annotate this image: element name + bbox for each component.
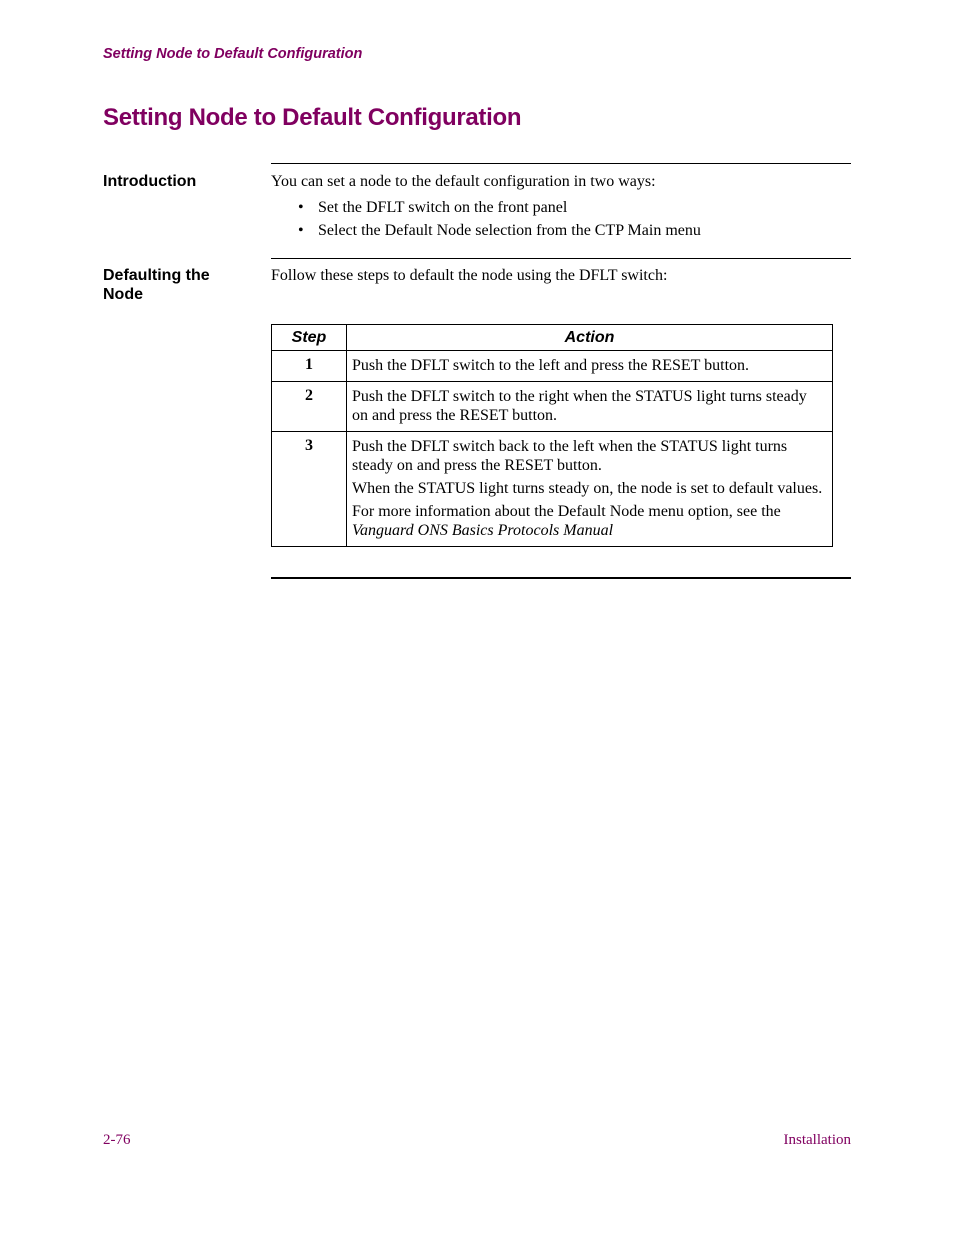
defaulting-label: Defaulting the Node (103, 267, 210, 303)
step-number: 3 (272, 432, 347, 547)
step-number: 2 (272, 382, 347, 432)
action-paragraph: Push the DFLT switch back to the left when the STATUS light turns steady on and press the RESET button. (352, 438, 788, 474)
page-title: Setting Node to Default Configuration (103, 104, 522, 131)
list-item (298, 198, 701, 221)
reference-manual-title: Vanguard ONS Basics Protocols Manual (352, 522, 614, 539)
footer-section: Installation (783, 1132, 851, 1148)
reference-paragraph (352, 502, 826, 540)
section-divider (271, 163, 851, 164)
defaulting-text: Follow these steps to default the node using the DFLT switch: (271, 267, 668, 284)
page-number: 2-76 (103, 1132, 131, 1148)
section-divider (271, 258, 851, 259)
section-end-divider (271, 577, 851, 579)
introduction-text: You can set a node to the default configuration in two ways: (271, 173, 656, 190)
step-action (347, 351, 833, 382)
reference-prefix: For more information about the Default Node menu option, see the (352, 503, 781, 520)
step-column-header: Step (272, 325, 347, 351)
list-item (298, 221, 701, 244)
running-head: Setting Node to Default Configuration (103, 46, 363, 62)
table-row (272, 351, 833, 382)
action-paragraph: Push the DFLT switch to the right when the STATUS light turns steady on and press the RESET button. (352, 388, 807, 424)
table-header-row (272, 325, 833, 351)
step-number: 1 (272, 351, 347, 382)
introduction-label: Introduction (103, 173, 197, 190)
bullet-text: Select the Default Node selection from the CTP Main menu (318, 222, 701, 239)
step-action (347, 432, 833, 547)
step-action (347, 382, 833, 432)
introduction-bullet-list (298, 198, 701, 244)
action-paragraph: Push the DFLT switch to the left and press the RESET button. (352, 357, 750, 374)
bullet-icon: • (298, 222, 304, 239)
steps-table (271, 324, 833, 547)
table-row (272, 382, 833, 432)
bullet-icon: • (298, 199, 304, 216)
action-column-header: Action (347, 325, 833, 351)
table-row (272, 432, 833, 547)
bullet-text: Set the DFLT switch on the front panel (318, 199, 568, 216)
action-paragraph: When the STATUS light turns steady on, the node is set to default values. (352, 480, 823, 497)
